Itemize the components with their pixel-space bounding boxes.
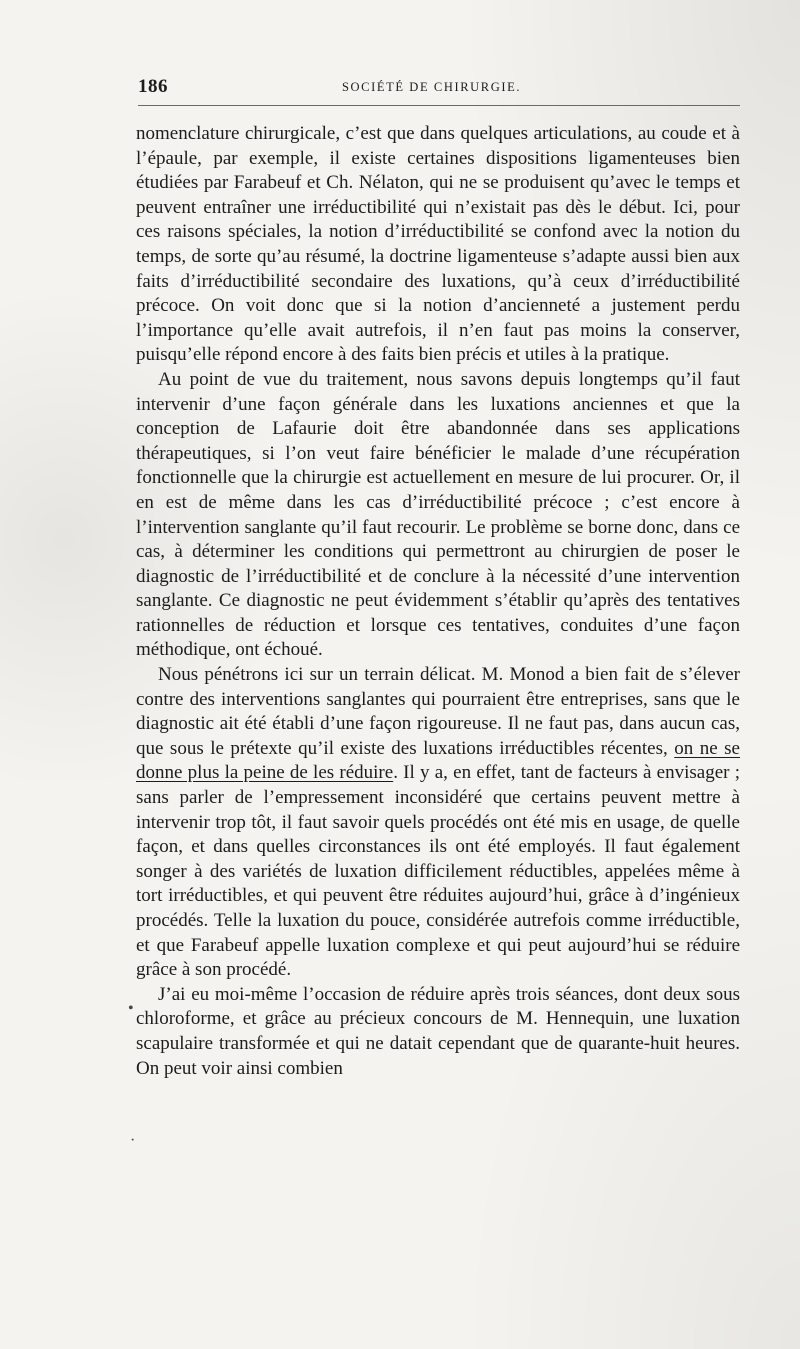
running-head: SOCIÉTÉ DE CHIRURGIE. xyxy=(342,80,522,94)
page-header xyxy=(138,76,738,100)
margin-dot-mark: • xyxy=(128,1000,134,1017)
paragraph-2: Au point de vue du traitement, nous savons depuis longtemps qu’il faut intervenir d’une façon générale dans les luxations anciennes et que la conception de Lafaurie doit être abandonnée dans ses applications thérapeutiques, si l’on veut faire bénéficier le malade d’une récupération fonctionnelle que la chirurgie est actuellement en mesure de lui procurer. Or, il en est de même dans les cas d’irréductibilité précoce ; c’est encore à l’intervention sanglante qu’il faut recourir. Le problème se borne donc, dans ce cas, à déterminer les conditions qui permettront au chirurgien de poser le diagnostic de l’irréductibilité et de conclure à la nécessité d’une intervention sanglante. Ce diagnostic ne peut évidemment s’établir qu’après des tentatives rationnelles de réduction et lorsque ces tentatives, conduites d’une façon méthodique, ont échoué. xyxy=(136,368,740,661)
header-rule xyxy=(138,105,740,106)
paragraph-3-part-b: . Il y a, en effet, tant de facteurs à envisager ; sans parler de l’empressement inconsidéré que certains peuvent mettre à intervenir trop tôt, il faut savoir quels procédés ont été mis en usage, de quelle façon, et dans quelles circonstances ils ont été employés. Il faut également songer à des variétés de luxation difficilement réductibles, appelées même à tort irréductibles, et qui peuvent être réduites aujourd’hui, grâce à d’ingénieux procédés. Telle la luxation du pouce, considérée autrefois comme irréductible, et que Farabeuf appelle luxation complexe et qui peut aujourd’hui se réduire grâce à son procédé. xyxy=(136,762,740,981)
paragraph-3 xyxy=(136,663,740,983)
margin-dot-mark: · xyxy=(130,1132,136,1149)
paragraph-3-part-a: Nous pénétrons ici sur un terrain délicat. M. Monod a bien fait de s’élever contre des interventions sanglantes qui pourraient être entreprises, sans que le diagnostic ait été établi d’une façon rigoureuse. Il ne faut pas, dans aucun cas, que sous le prétexte qu’il existe des luxations irréductibles récentes, xyxy=(136,664,740,759)
body-text xyxy=(136,122,740,1081)
underlined-phrase: on ne se donne plus la peine de les réduire xyxy=(136,737,740,784)
paragraph-4: J’ai eu moi-même l’occasion de réduire après trois séances, dont deux sous chloroforme, et grâce au précieux concours de M. Hennequin, une luxation scapulaire transformée et qui ne datait cependant que de quarante-huit heures. On peut voir ainsi combien xyxy=(136,983,740,1079)
paragraph-1: nomenclature chirurgicale, c’est que dans quelques articulations, au coude et à l’épaule, par exemple, il existe certaines dispositions ligamenteuses bien étudiées par Farabeuf et Ch. Nélaton, qui ne se produisent qu’avec le temps et peuvent entraîner une irréductibilité qui n’existait pas dès le début. Ici, pour ces raisons spéciales, la notion d’irréductibilité se confond avec la notion du temps, de sorte qu’au résumé, la doctrine ligamenteuse s’adapte aussi bien aux faits d’irréductibilité secondaire des luxations, qu’à ceux d’irréductibilité précoce. On voit donc que si la notion d’ancienneté a justement perdu l’importance qu’elle avait autrefois, il n’en faut pas moins la conserver, puisqu’elle répond encore à des faits bien précis et utiles à la pratique. xyxy=(136,123,740,366)
page-number: 186 xyxy=(138,76,168,97)
